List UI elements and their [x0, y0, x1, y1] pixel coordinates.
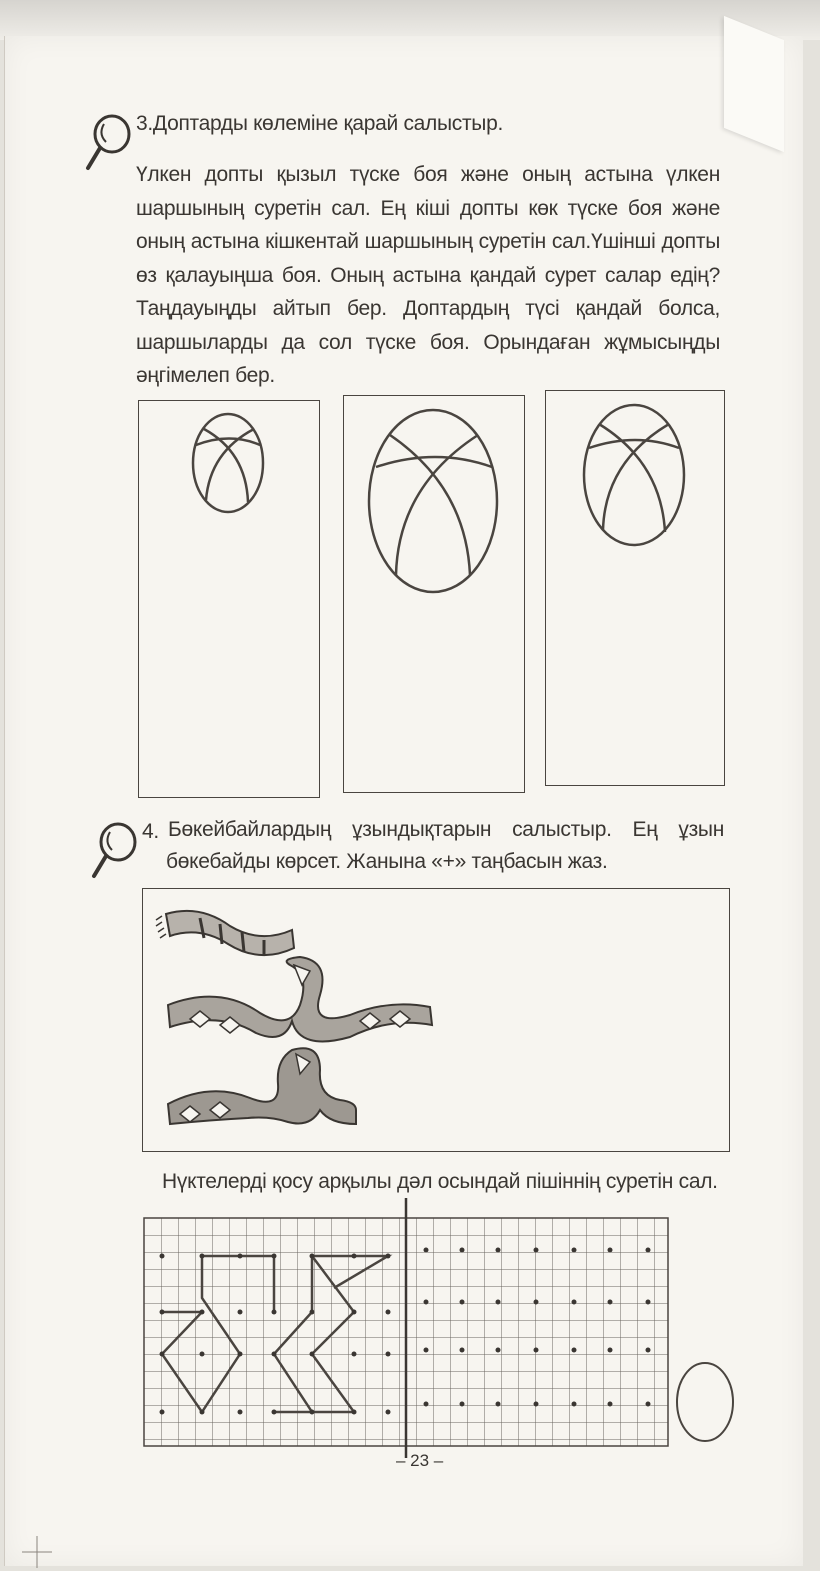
dot-grid-exercise[interactable] [144, 1218, 670, 1448]
scan-top-shadow [0, 0, 820, 40]
magnifier-icon [84, 112, 134, 174]
medium-ball-icon [581, 402, 687, 548]
task4-number: 4. [142, 820, 159, 843]
task3-title: 3.Доптарды көлеміне қарай салыстыр. [136, 112, 504, 135]
task5-instruction: Нүктелерді қосу арқылы дәл осындай пішіннің суретін сал. [162, 1170, 718, 1193]
magnifier-icon [90, 820, 140, 882]
task4-title-line2: бөкебайды көрсет. Жанына «+» таңбасын жаз. [166, 850, 608, 873]
small-ball-icon [190, 412, 266, 514]
page-number: – 23 – [396, 1451, 444, 1470]
self-assessment-circle[interactable] [674, 1360, 736, 1444]
task3-instructions: Үлкен допты қызыл түске боя және оның астына үлкен шаршының суретін сал. Ең кіші допты көк түске боя және оның астына кішкентай шаршының суретін сал.Үшінші допты өз қалауыңша боя. Оның астына қандай сурет салар едің? Таңдауыңды айтып бер. Доптардың түсі қандай болса, шаршыларды да сол түске боя. Орындаған жұмысыңды әңгімелеп бер. [136, 163, 720, 387]
folded-corner [724, 16, 784, 152]
crop-mark [22, 1536, 52, 1568]
task4-title-line1: Бөкейбайлардың ұзындықтарын салыстыр. Ең ұзын [168, 818, 724, 841]
large-ball-icon [366, 407, 500, 595]
scarf-3-icon[interactable] [160, 1040, 370, 1136]
